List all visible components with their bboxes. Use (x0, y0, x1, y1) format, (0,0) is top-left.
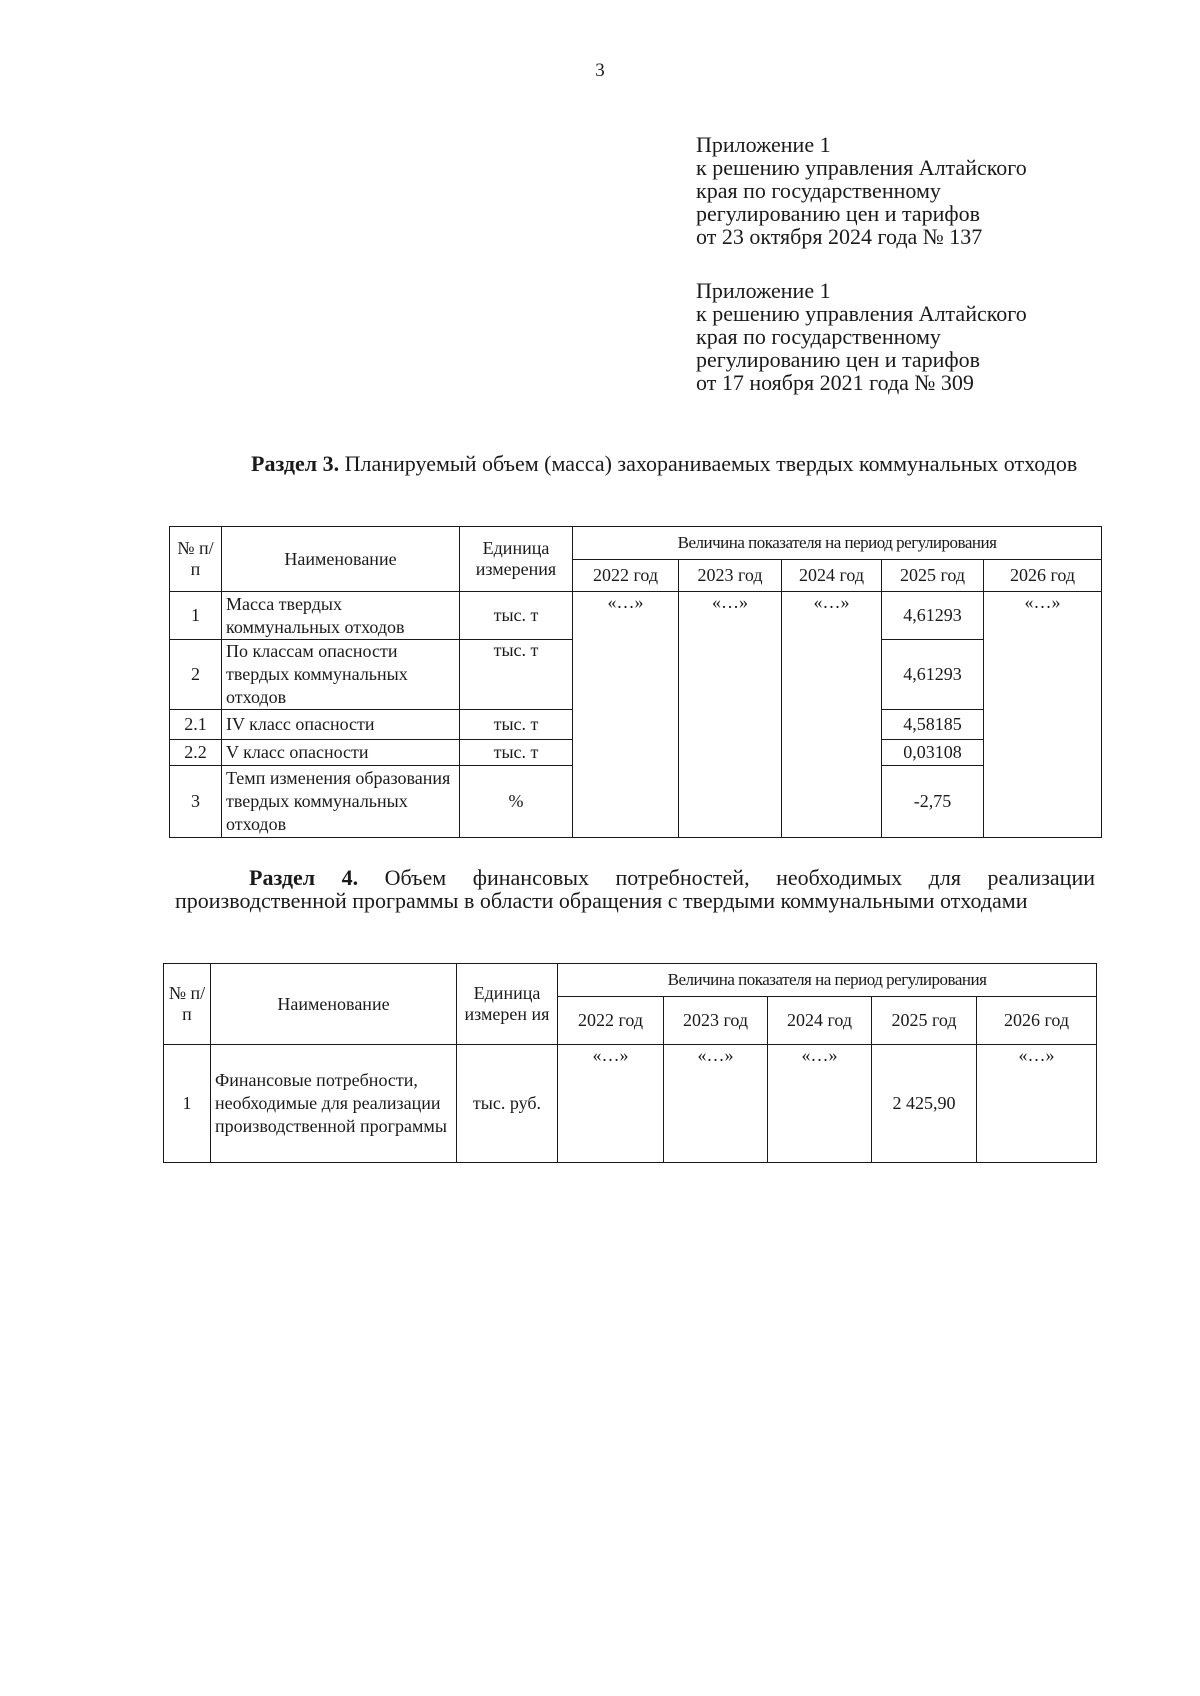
section-3-table (169, 526, 1102, 838)
appendix-line: регулированию цен и тарифов (696, 347, 981, 372)
header-year: 2024 год (782, 560, 882, 592)
header-year: 2025 год (882, 560, 984, 592)
cell-2022: «…» (558, 1045, 664, 1163)
cell-2024: «…» (768, 1045, 872, 1163)
row-name: По классам опасности твердых коммунальных отходов (222, 640, 460, 710)
cell-2025: 0,03108 (882, 740, 984, 766)
row-number: 1 (164, 1045, 211, 1163)
row-unit: тыс. т (460, 640, 573, 710)
appendix-line: к решению управления Алтайского (696, 301, 1027, 326)
header-year: 2024 год (768, 997, 872, 1045)
cell-2025: 4,61293 (882, 592, 984, 640)
appendix-header-original (696, 279, 1136, 394)
header-unit: Единица измерения (460, 527, 573, 592)
row-name: V класс опасности (222, 740, 460, 766)
cell-2023: «…» (679, 592, 782, 838)
row-name: Масса твердых коммунальных отходов (222, 592, 460, 640)
row-unit: тыс. т (460, 592, 573, 640)
header-unit: Единица измерен ия (457, 964, 558, 1045)
header-year: 2022 год (558, 997, 664, 1045)
row-number: 2.1 (170, 710, 222, 740)
cell-2025: 2 425,90 (872, 1045, 977, 1163)
row-unit: тыс. т (460, 740, 573, 766)
appendix-line: края по государственному (696, 178, 941, 203)
cell-2025: 4,61293 (882, 640, 984, 710)
row-number: 1 (170, 592, 222, 640)
appendix-line: края по государственному (696, 324, 941, 349)
cell-2022: «…» (573, 592, 679, 838)
header-year: 2023 год (679, 560, 782, 592)
section-3-heading (175, 452, 1095, 475)
header-year: 2026 год (977, 997, 1097, 1045)
cell-2024: «…» (782, 592, 882, 838)
cell-2023: «…» (664, 1045, 768, 1163)
appendix-line: Приложение 1 (696, 278, 831, 303)
header-year: 2025 год (872, 997, 977, 1045)
appendix-line: Приложение 1 (696, 132, 831, 157)
appendix-header-current (696, 133, 1136, 248)
row-name: IV класс опасности (222, 710, 460, 740)
row-name: Финансовые потребности, необходимые для реализации производственной программы (211, 1045, 457, 1163)
row-unit: % (460, 766, 573, 838)
section-3-label: Раздел 3. (251, 451, 340, 476)
appendix-line: от 23 октября 2024 года № 137 (696, 224, 983, 249)
header-name: Наименование (222, 527, 460, 592)
header-year: 2026 год (984, 560, 1102, 592)
row-number: 2.2 (170, 740, 222, 766)
section-3-title: Планируемый объем (масса) захораниваемых твердых коммунальных отходов (339, 451, 1078, 476)
header-number: № п/п (170, 527, 222, 592)
cell-2025: -2,75 (882, 766, 984, 838)
table-row (170, 592, 1102, 640)
section-4-label: Раздел 4. (249, 865, 359, 890)
appendix-line: от 17 ноября 2021 года № 309 (696, 370, 974, 395)
section-4-heading (175, 866, 1095, 912)
cell-2026: «…» (984, 592, 1102, 838)
header-number: № п/ п (164, 964, 211, 1045)
page-number: 3 (595, 60, 605, 81)
cell-2026: «…» (977, 1045, 1097, 1163)
header-period-group: Величина показателя на период регулирования (573, 527, 1102, 560)
appendix-line: к решению управления Алтайского (696, 155, 1027, 180)
section-4-title: Объем финансовых потребностей, необходимых для реализации производственной программы в области обращения с твердыми коммунальными отходами (175, 865, 1095, 913)
row-name: Темп изменения образования твердых коммунальных отходов (222, 766, 460, 838)
header-name: Наименование (211, 964, 457, 1045)
header-year: 2022 год (573, 560, 679, 592)
row-unit: тыс. т (460, 710, 573, 740)
section-4-table (163, 963, 1097, 1163)
header-year: 2023 год (664, 997, 768, 1045)
appendix-line: регулированию цен и тарифов (696, 201, 981, 226)
header-period-group: Величина показателя на период регулирования (558, 964, 1097, 997)
row-number: 2 (170, 640, 222, 710)
row-unit: тыс. руб. (457, 1045, 558, 1163)
table-row (164, 1045, 1097, 1163)
row-number: 3 (170, 766, 222, 838)
cell-2025: 4,58185 (882, 710, 984, 740)
